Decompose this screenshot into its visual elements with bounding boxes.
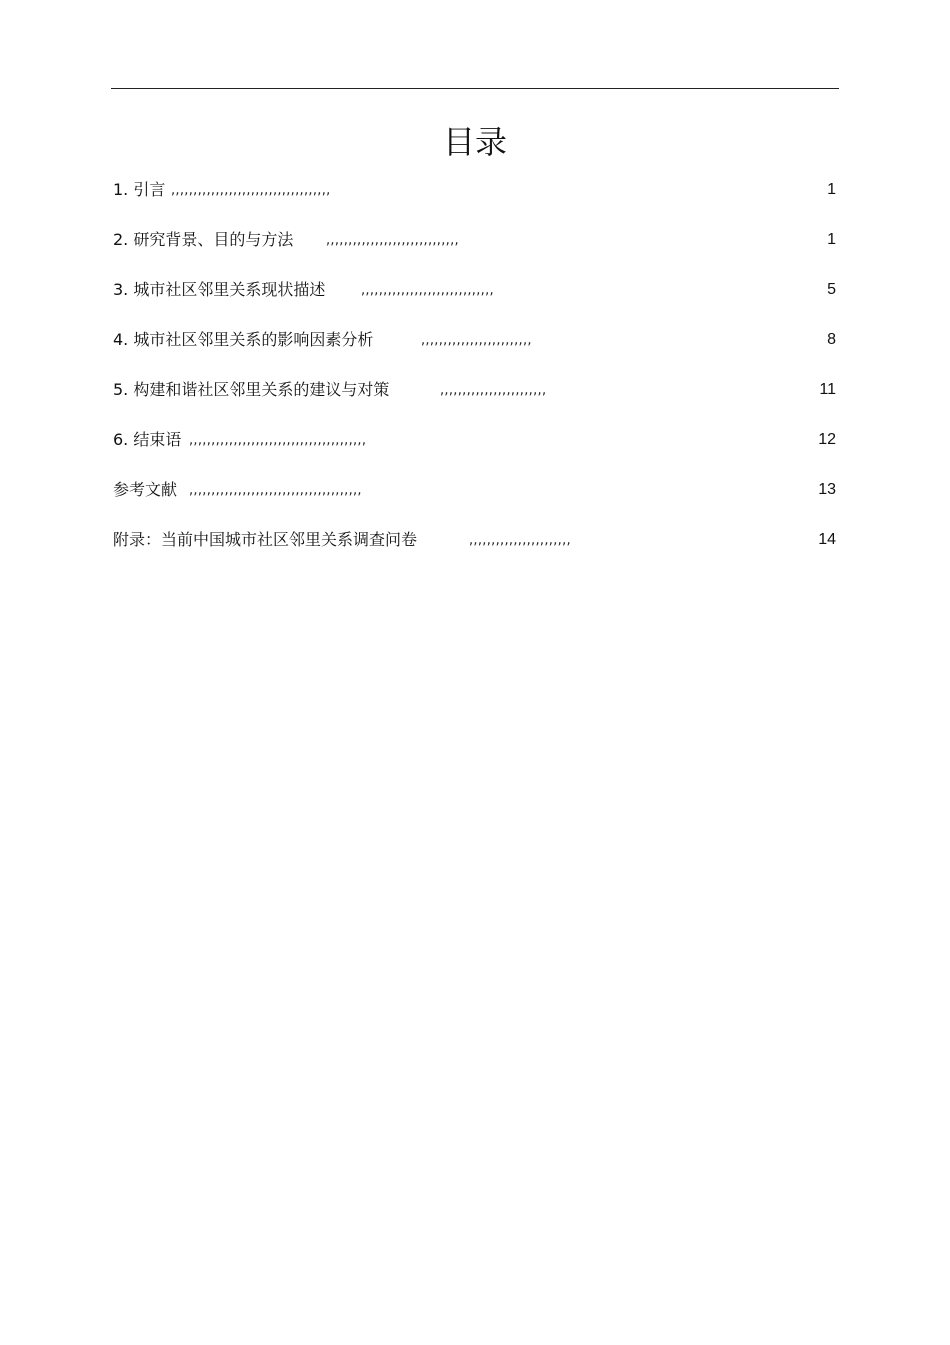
- toc-entry[interactable]: [113, 226, 836, 276]
- toc-entry-leader: ,,,,,,,,,,,,,,,,,,,,,,,,,,,,,,: [361, 283, 494, 298]
- toc-entry-leader: ,,,,,,,,,,,,,,,,,,,,,,,,,,,,,,,,,,,,,,,,: [189, 433, 367, 448]
- toc-entry-label: 5. 构建和谐社区邻里关系的建议与对策: [113, 380, 390, 399]
- toc-entry-label: 3. 城市社区邻里关系现状描述: [113, 280, 326, 299]
- page-title: 目录: [442, 123, 507, 161]
- toc-entry[interactable]: [113, 476, 836, 526]
- toc-entry-label: 4. 城市社区邻里关系的影响因素分析: [113, 330, 374, 349]
- toc-entry-label: 2. 研究背景、目的与方法: [113, 230, 294, 249]
- toc-entry-leader: ,,,,,,,,,,,,,,,,,,,,,,,,,: [421, 333, 532, 348]
- toc-entry-label: 1. 引言: [113, 180, 166, 199]
- toc-entry-page: 1: [827, 231, 836, 248]
- toc-entry[interactable]: [113, 526, 836, 576]
- toc-entry-page: 5: [827, 281, 836, 298]
- toc-entry[interactable]: [113, 426, 836, 476]
- toc-entry[interactable]: [113, 176, 836, 226]
- toc-entry[interactable]: [113, 326, 836, 376]
- toc-entry-leader: ,,,,,,,,,,,,,,,,,,,,,,,,,,,,,,: [326, 233, 459, 248]
- toc-entry-leader: ,,,,,,,,,,,,,,,,,,,,,,,,,,,,,,,,,,,,,,,: [189, 483, 362, 498]
- toc-entry[interactable]: [113, 376, 836, 426]
- toc-entry-page: 12: [818, 431, 836, 448]
- toc-entry-page: 11: [819, 381, 836, 398]
- toc-entry-page: 13: [818, 481, 836, 498]
- toc-entry[interactable]: [113, 276, 836, 326]
- toc-entry-leader: ,,,,,,,,,,,,,,,,,,,,,,,,,,,,,,,,,,,,: [171, 183, 331, 198]
- table-of-contents: [113, 176, 836, 576]
- toc-entry-leader: ,,,,,,,,,,,,,,,,,,,,,,,,: [440, 383, 547, 398]
- toc-entry-label: 附录：当前中国城市社区邻里关系调查问卷: [113, 530, 418, 549]
- toc-entry-label: 6. 结束语: [113, 430, 182, 449]
- toc-entry-page: 14: [818, 531, 836, 548]
- toc-entry-page: 8: [827, 331, 836, 348]
- toc-entry-leader: ,,,,,,,,,,,,,,,,,,,,,,,: [469, 533, 571, 548]
- header-rule: [111, 88, 839, 89]
- toc-entry-label: 参考文献: [113, 480, 178, 499]
- toc-entry-page: 1: [827, 181, 836, 198]
